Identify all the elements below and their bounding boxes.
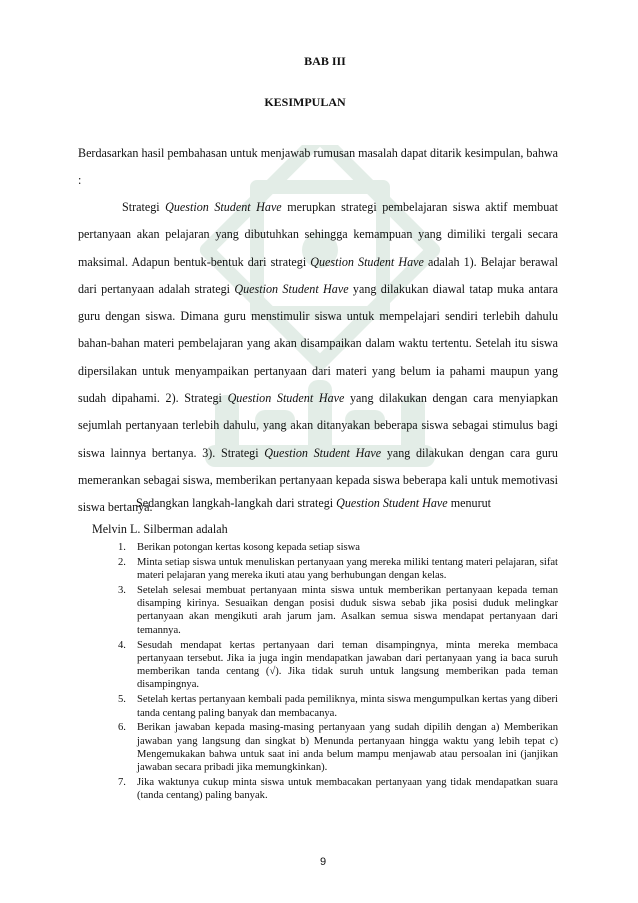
list-item-number: 3. — [118, 584, 126, 596]
list-item-text: Setelah kertas pertanyaan kembali pada pemiliknya, minta siswa mengumpulkan kertas yang diberi tanda centang paling banyak dan membacanya. — [137, 694, 558, 719]
strategy-term-5: Question Student Have — [264, 445, 382, 460]
strategy-text-s6: yang dilakukan dengan cara guru memerankan sebagai siswa, memberikan pertanyaan kepada siswa beberapa kali untuk memotivasi siswa bertanya. — [78, 445, 558, 515]
list-item-number: 5. — [118, 694, 126, 706]
list-item-number: 6. — [118, 722, 126, 734]
chapter-title: KESIMPULAN — [264, 95, 346, 109]
strategy-text-s4: yang dilakukan diawal tatap muka antara guru dengan siswa. Dimana guru menstimulir siswa untuk mempelajari sendiri terlebih dahulu bahan-bahan materi pembelajaran yang akan disampaikan dalam waktu tertentu. Setelah itu siswa dipersilakan untuk menyampaikan pertanyaan dari materi yang belum ia pahami maupun yang sudah dipahami. 2). Strategi — [78, 281, 558, 406]
steps-intro-paragraph — [92, 490, 558, 542]
list-item-text: Berikan jawaban kepada masing-masing pertanyaan yang sudah dipilih dengan a) Memberikan jawaban yang langsung dan singkat b) Menunda pertanyaan hingga waktu yang lebih tepat c) Mengemukakan bahwa untuk saat ini anda belum mampu menjawab atau persoalan ini (janjikan jawaban secara pribadi jika memungkinkan). — [137, 722, 558, 774]
strategy-term-3: Question Student Have — [234, 281, 349, 296]
strategy-term-4: Question Student Have — [227, 391, 345, 406]
list-item-text: Berikan potongan kertas kosong kepada setiap siswa — [137, 542, 361, 553]
strategy-paragraph — [78, 194, 558, 522]
list-item-text: Jika waktunya cukup minta siswa untuk membacakan pertanyaan yang tidak mendapatkan suara (tanda centang) paling banyak. — [137, 777, 558, 802]
list-item-text: Setelah selesai membuat pertanyaan minta siswa untuk memberikan pertanyaan kepada teman disamping kirinya. Sesuaikan dengan posisi duduk siswa sebab jika posisi duduk melingkar pertanyaan akan mengikuti arah jarum jam. Asalkan semua siswa mendapat pertanyaan dari temannya. — [137, 584, 558, 636]
steps-intro-s1: Sedangkan langkah-langkah dari strategi — [136, 496, 337, 510]
steps-intro-text — [92, 490, 558, 516]
steps-intro-s2: menurut — [447, 496, 491, 510]
list-item-number: 7. — [118, 777, 126, 789]
intro-text: Berdasarkan hasil pembahasan untuk menjawab rumusan masalah dapat ditarik kesimpulan, bahwa : — [78, 146, 558, 188]
list-item — [118, 693, 558, 720]
list-item-number: 2. — [118, 556, 126, 568]
list-item — [118, 721, 558, 774]
list-item — [118, 639, 558, 692]
strategy-term-1: Question Student Have — [165, 200, 282, 214]
list-item — [118, 556, 558, 583]
list-item-text: Sesudah mendapat kertas pertanyaan dari teman disampingnya, minta mereka membaca pertanyaan tersebut. Jika ia juga ingin mendapatkan jawaban dari pertanyaan yang ia baca suruh memberikan tanda centang (√). Jika tidak suruh untuk langsung memberikan pada teman disampingnya. — [137, 639, 558, 691]
strategy-text-s2: merupkan strategi pembelajaran siswa aktif membuat pertanyaan akan pelajaran yang dibutuhkan sehingga kemampuan yang dimiliki tergali secara maksimal. Adapun bentuk-bentuk dari strategi — [78, 200, 558, 269]
page-number: 9 — [319, 856, 327, 868]
list-item — [118, 776, 558, 803]
list-item-number: 4. — [118, 639, 126, 651]
steps-intro-author: Melvin L. Silberman adalah — [92, 522, 228, 536]
strategy-text-s1: Strategi — [122, 200, 166, 214]
strategy-text-s3: adalah 1). Belajar berawal dari pertanyaan adalah strategi — [78, 254, 559, 296]
list-item-text: Minta setiap siswa untuk menuliskan pertanyaan yang mereka miliki tentang materi pelajaran, sifat materi pelajaran yang mereka ikuti atau yang berhubungan dengan kelas. — [137, 556, 558, 582]
steps-list — [118, 541, 558, 804]
strategy-text — [78, 194, 558, 522]
list-item — [118, 584, 558, 637]
intro-paragraph — [78, 140, 558, 195]
strategy-text-s5: yang dilakukan dengan cara menyiapkan sejumlah pertanyaan terlebih dahulu, yang akan ditanyakan beberapa siswa sebagai stimulus bagi siswa lainnya bertanya. 3). Strategi — [78, 391, 558, 460]
steps-intro-term: Question Student Have — [336, 496, 448, 510]
chapter-number: BAB III — [304, 54, 346, 68]
list-item-number: 1. — [118, 542, 126, 553]
strategy-term-2: Question Student Have — [310, 254, 424, 269]
list-item — [118, 541, 558, 554]
